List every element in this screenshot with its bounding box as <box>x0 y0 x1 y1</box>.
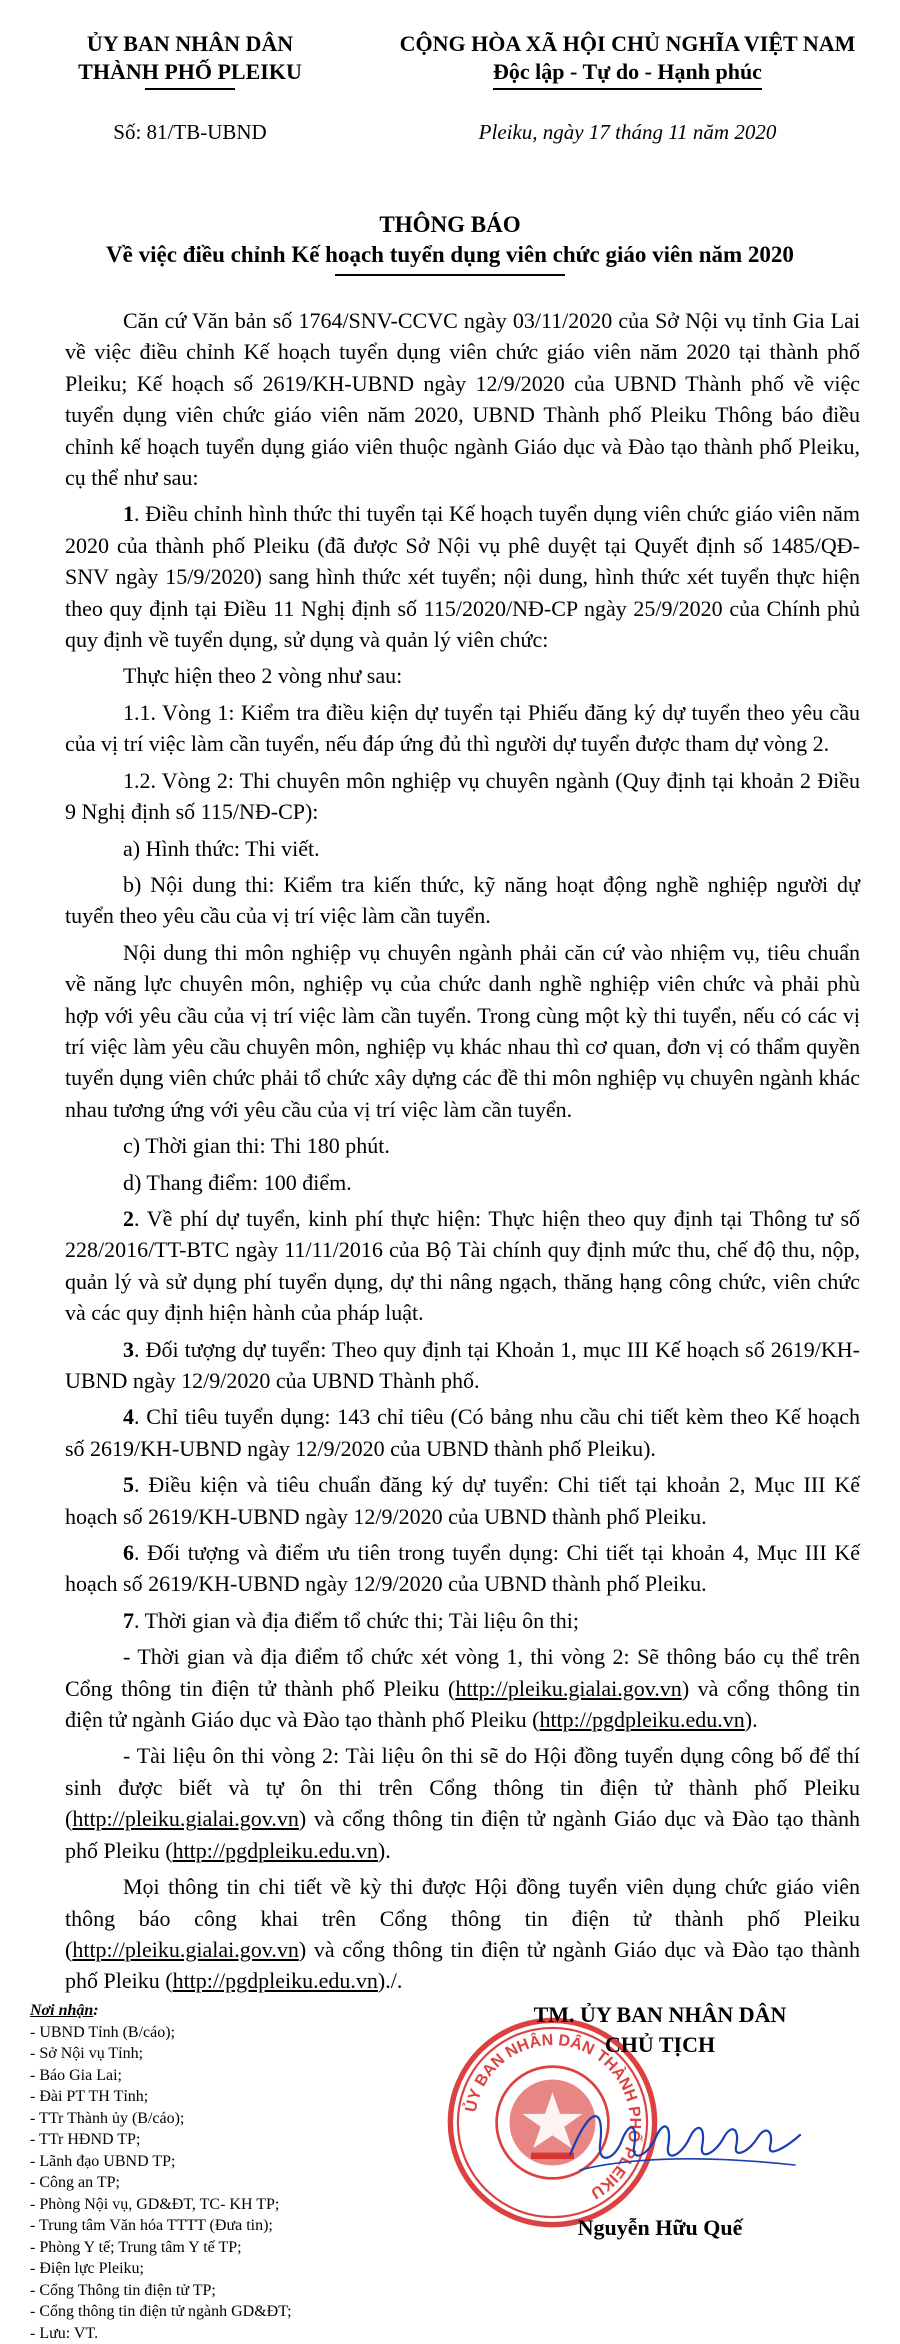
section-6 <box>65 1537 860 1600</box>
recipient-item: - Cổng thông tin điện tử ngành GD&ĐT; <box>30 2301 450 2323</box>
section-1-2-b-detail: Nội dung thi môn nghiệp vụ chuyên ngành phải căn cứ vào nhiệm vụ, tiêu chuẩn về năng lực chuyên môn, nghiệp vụ của chức danh nghề nghiệp viên chức và phải phù hợp với yêu cầu của vị trí việc làm cần tuyển. Trong cùng một kỳ thi tuyển, nếu có các vị trí việc làm yêu cầu chuyên môn, nghiệp vụ khác nhau thì cơ quan, đơn vị có thẩm quyền tuyển dụng viên chức phải tổ chức xây dựng các đề thi môn nghiệp vụ chuyên ngành khác nhau tương ứng với yêu cầu của vị trí việc làm cần tuyển. <box>65 937 860 1125</box>
section-5-text: . Điều kiện và tiêu chuẩn đăng ký dự tuyển: Chi tiết tại khoản 2, Mục III Kế hoạch số 2619/KH-UBND ngày 12/9/2020 của UBND thành phố Pleiku. <box>65 1472 860 1528</box>
pleiku-portal-link[interactable]: http://pleiku.gialai.gov.vn <box>455 1676 682 1701</box>
closing-text-mid: ) và cổng thông tin điện tử ngành Giáo dục và Đào tạo thành phố Pleiku ( <box>65 1937 860 1993</box>
national-motto: Độc lập - Tự do - Hạnh phúc <box>493 58 762 90</box>
date-line: Pleiku, ngày 17 tháng 11 năm 2020 <box>365 120 890 145</box>
recipient-item: - Điện lực Pleiku; <box>30 2258 450 2280</box>
pleiku-portal-link[interactable]: http://pleiku.gialai.gov.vn <box>72 1806 299 1831</box>
section-1 <box>65 498 860 655</box>
section-1-2-a: a) Hình thức: Thi viết. <box>65 833 860 864</box>
recipient-item: - TTr HĐND TP; <box>30 2129 450 2151</box>
recipient-item: - Phòng Y tế; Trung tâm Y tế TP; <box>30 2237 450 2259</box>
document-body <box>65 305 860 2002</box>
section-1-rounds: Thực hiện theo 2 vòng như sau: <box>65 660 860 691</box>
section-6-number: 6 <box>123 1540 134 1565</box>
section-1-number: 1 <box>123 501 134 526</box>
education-portal-link[interactable]: http://pgdpleiku.edu.vn <box>173 1838 378 1863</box>
section-1-2-d: d) Thang điểm: 100 điểm. <box>65 1167 860 1198</box>
section-2-number: 2 <box>123 1206 134 1231</box>
section-3-number: 3 <box>123 1337 134 1362</box>
section-7-schedule <box>65 1641 860 1735</box>
recipients-list <box>30 2000 450 2344</box>
section-7-schedule-end: ). <box>745 1707 758 1732</box>
recipient-item: - Sở Nội vụ Tỉnh; <box>30 2043 450 2065</box>
seal-ring-text: ỦY BAN NHÂN DÂN THÀNH PHỐ PLEIKU <box>461 2031 646 2202</box>
pleiku-portal-link[interactable]: http://pleiku.gialai.gov.vn <box>72 1937 299 1962</box>
section-1-2-c: c) Thời gian thi: Thi 180 phút. <box>65 1130 860 1161</box>
recipients-heading-colon: : <box>93 2002 98 2019</box>
signer-organization: TM. ỦY BAN NHÂN DÂN <box>450 2000 870 2030</box>
recipient-item: - Cổng Thông tin điện tử TP; <box>30 2280 450 2302</box>
authority-line2: THÀNH PHỐ PLEIKU <box>40 58 340 86</box>
section-4 <box>65 1401 860 1464</box>
recipient-item: - Đài PT TH Tỉnh; <box>30 2086 450 2108</box>
recipient-item: - TTr Thành ủy (B/cáo); <box>30 2108 450 2130</box>
section-2-text: . Về phí dự tuyển, kinh phí thực hiện: Thực hiện theo quy định tại Thông tư số 228/2016/TT-BTC ngày 11/11/2016 của Bộ Tài chính quy định mức thu, chế độ thu, nộp, quản lý và sử dụng phí tuyển dụng, dự thi nâng ngạch, thăng hạng công chức, viên chức và các quy định hiện hành của pháp luật. <box>65 1206 860 1325</box>
section-4-text: . Chỉ tiêu tuyển dụng: 143 chỉ tiêu (Có bảng nhu cầu chi tiết kèm theo Kế hoạch số 2619/KH-UBND ngày 12/9/2020 của UBND thành phố Pleiku). <box>65 1404 860 1460</box>
recipient-item: - Lưu: VT. <box>30 2323 450 2344</box>
handwritten-signature <box>560 2085 810 2195</box>
national-header <box>365 30 890 90</box>
section-7-schedule-text-mid: ) và cổng thông tin điện tử ngành Giáo dục và Đào tạo thành phố Pleiku ( <box>65 1676 860 1732</box>
authority-line1: ỦY BAN NHÂN DÂN <box>40 30 340 58</box>
section-7-text: . Thời gian và địa điểm tổ chức thi; Tài liệu ôn thi; <box>134 1608 579 1633</box>
section-7-schedule-text: - Thời gian và địa điểm tổ chức xét vòng 1, thi vòng 2: Sẽ thông báo cụ thể trên Cổng thông tin điện tử thành phố Pleiku ( <box>65 1644 860 1700</box>
section-7-materials-text-mid: ) và cổng thông tin điện tử ngành Giáo dục và Đào tạo thành phố Pleiku ( <box>65 1806 860 1862</box>
closing-paragraph <box>65 1871 860 1997</box>
recipients-heading-text: Nơi nhận <box>30 2002 93 2019</box>
section-5 <box>65 1469 860 1532</box>
section-3-text: . Đối tượng dự tuyển: Theo quy định tại Khoản 1, mục III Kế hoạch số 2619/KH-UBND ngày 12/9/2020 của UBND Thành phố. <box>65 1337 860 1393</box>
closing-end: )./. <box>378 1968 402 1993</box>
signer-name: Nguyễn Hữu Quế <box>450 2215 870 2241</box>
issuing-authority <box>40 30 340 90</box>
section-6-text: . Đối tượng và điểm ưu tiên trong tuyển dụng: Chi tiết tại khoản 4, Mục III Kế hoạch số 2619/KH-UBND ngày 12/9/2020 của UBND thành phố Pleiku. <box>65 1540 860 1596</box>
document-number: Số: 81/TB-UBND <box>40 120 340 145</box>
signature-block <box>450 2000 870 2060</box>
title-underline <box>335 274 565 276</box>
signer-role: CHỦ TỊCH <box>450 2030 870 2060</box>
recipients-heading <box>30 2000 450 2022</box>
recipient-item: - Báo Gia Lai; <box>30 2065 450 2087</box>
recipient-item: - Trung tâm Văn hóa TTTT (Đưa tin); <box>30 2215 450 2237</box>
section-1-text: . Điều chỉnh hình thức thi tuyển tại Kế hoạch tuyển dụng viên chức giáo viên năm 2020 của thành phố Pleiku (đã được Sở Nội vụ phê duyệt tại Quyết định số 1485/QĐ-SNV ngày 15/9/2020) sang hình thức xét tuyển; nội dung, hình thức xét tuyển thực hiện theo quy định tại Điều 11 Nghị định số 115/2020/NĐ-CP ngày 25/9/2020 của Chính phủ quy định về tuyển dụng, sử dụng và quản lý viên chức: <box>65 501 860 652</box>
title-main: THÔNG BÁO <box>379 212 520 237</box>
section-4-number: 4 <box>123 1404 134 1429</box>
title-subject: Về việc điều chỉnh Kế hoạch tuyển dụng viên chức giáo viên năm 2020 <box>0 240 900 270</box>
section-7-materials-text: - Tài liệu ôn thi vòng 2: Tài liệu ôn thi sẽ do Hội đồng tuyển dụng công bố để thí sinh được biết và tự ôn thi trên Cổng thông tin điện tử thành phố Pleiku ( <box>65 1743 860 1831</box>
section-1-2-b: b) Nội dung thi: Kiểm tra kiến thức, kỹ năng hoạt động nghề nghiệp người dự tuyển theo yêu cầu của vị trí việc làm cần tuyển. <box>65 869 860 932</box>
education-portal-link[interactable]: http://pgdpleiku.edu.vn <box>539 1707 744 1732</box>
section-7-materials <box>65 1740 860 1866</box>
intro-paragraph: Căn cứ Văn bản số 1764/SNV-CCVC ngày 03/11/2020 của Sở Nội vụ tỉnh Gia Lai về việc điều chỉnh Kế hoạch tuyển dụng viên chức giáo viên năm 2020 tại thành phố Pleiku; Kế hoạch số 2619/KH-UBND ngày 12/9/2020 của UBND Thành phố về việc tuyển dụng viên chức giáo viên năm 2020, UBND Thành phố Pleiku Thông báo điều chỉnh kế hoạch tuyển dụng giáo viên thuộc ngành Giáo dục và Đào tạo thành phố Pleiku, cụ thể như sau: <box>65 305 860 493</box>
section-1-2: 1.2. Vòng 2: Thi chuyên môn nghiệp vụ chuyên ngành (Quy định tại khoản 2 Điều 9 Nghị định số 115/NĐ-CP): <box>65 765 860 828</box>
section-7-number: 7 <box>123 1608 134 1633</box>
document-title <box>0 210 900 276</box>
section-2 <box>65 1203 860 1329</box>
authority-underline <box>145 88 235 90</box>
recipient-item: - Công an TP; <box>30 2172 450 2194</box>
recipient-item: - UBND Tỉnh (B/cáo); <box>30 2022 450 2044</box>
nation-name: CỘNG HÒA XÃ HỘI CHỦ NGHĨA VIỆT NAM <box>365 30 890 58</box>
recipient-item: - Lãnh đạo UBND TP; <box>30 2151 450 2173</box>
section-3 <box>65 1334 860 1397</box>
section-7 <box>65 1605 860 1636</box>
recipient-item: - Phòng Nội vụ, GD&ĐT, TC- KH TP; <box>30 2194 450 2216</box>
education-portal-link[interactable]: http://pgdpleiku.edu.vn <box>173 1968 378 1993</box>
closing-text: Mọi thông tin chi tiết về kỳ thi được Hội đồng tuyển viên dụng chức giáo viên thông báo công khai trên Cổng thông tin điện tử thành phố Pleiku ( <box>65 1874 860 1962</box>
section-1-1: 1.1. Vòng 1: Kiểm tra điều kiện dự tuyển tại Phiếu đăng ký dự tuyển theo yêu cầu của vị trí việc làm cần tuyển, nếu đáp ứng đủ thì người dự tuyển được tham dự vòng 2. <box>65 697 860 760</box>
section-5-number: 5 <box>123 1472 134 1497</box>
section-7-materials-end: ). <box>378 1838 391 1863</box>
